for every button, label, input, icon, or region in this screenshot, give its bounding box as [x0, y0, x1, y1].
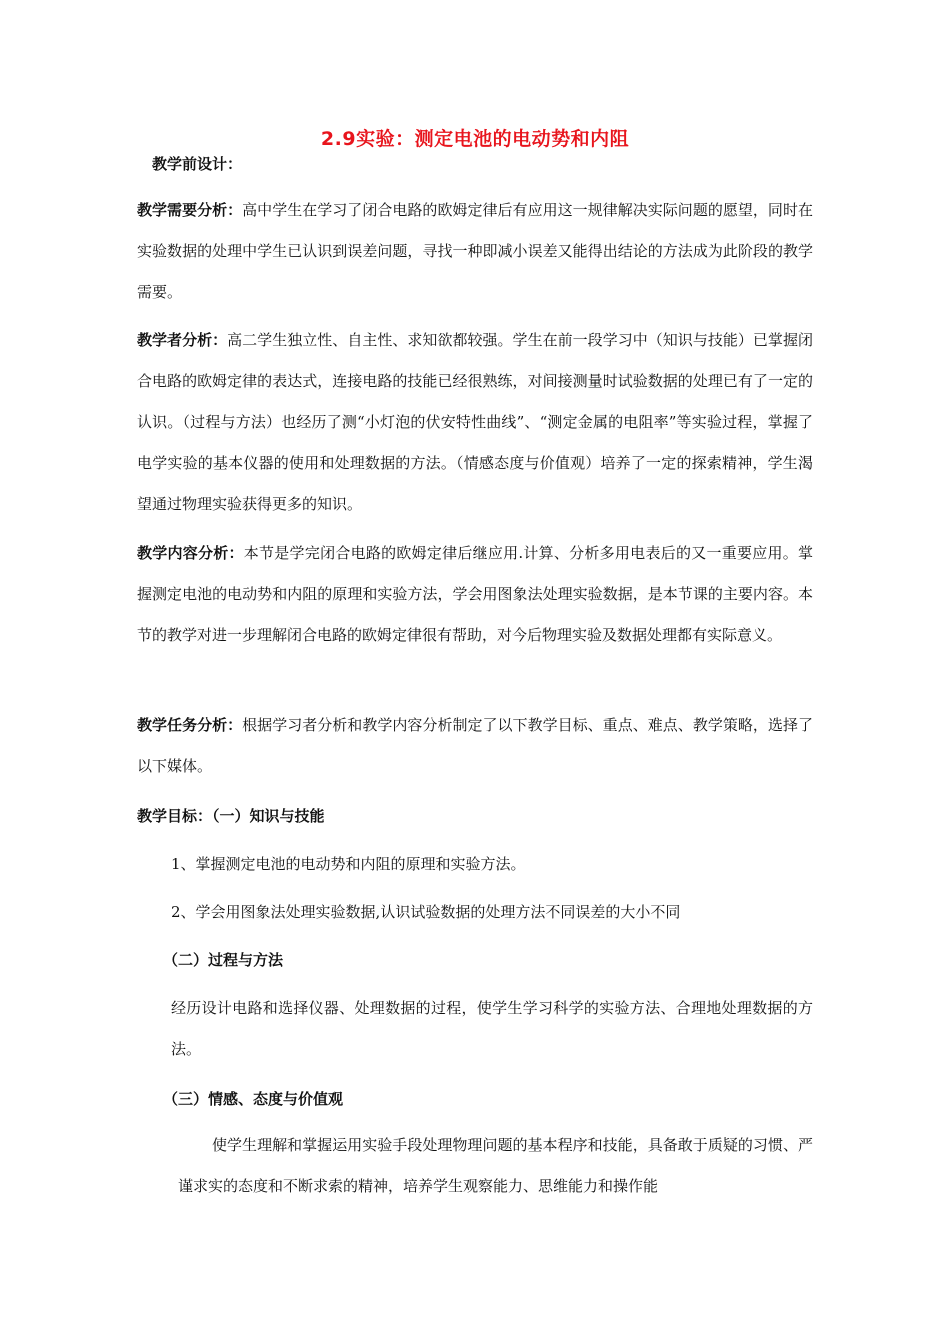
- learner-analysis-text: 高二学生独立性、自主性、求知欲都较强。学生在前一段学习中（知识与技能）已掌握闭合电路的欧姆定律的表达式，连接电路的技能已经很熟练，对间接测量时试验数据的处理已有了一定的认识。（过程与方法）也经历了测“小灯泡的伏安特性曲线”、“测定金属的电阻率”等实验过程，掌握了电学实验的基本仪器的使用和处理数据的方法。（情感态度与价值观）培养了一定的探索精神，学生渴望通过物理实验获得更多的知识。: [137, 331, 813, 513]
- needs-analysis-text: 高中学生在学习了闭合电路的欧姆定律后有应用这一规律解决实际问题的愿望，同时在实验数据的处理中学生已认识到误差问题，寻找一种即减小误差又能得出结论的方法成为此阶段的教学需要。: [137, 201, 813, 301]
- learner-analysis-paragraph: [137, 320, 813, 525]
- content-analysis-label: 教学内容分析：: [137, 544, 244, 562]
- content-analysis-paragraph: [137, 533, 813, 656]
- needs-analysis-paragraph: [137, 190, 813, 313]
- learner-analysis-label: 教学者分析：: [137, 331, 228, 349]
- task-analysis-label: 教学任务分析：: [137, 716, 243, 734]
- task-analysis-paragraph: [137, 705, 813, 787]
- process-methods-title: （二）过程与方法: [163, 951, 284, 969]
- objectives-heading: [137, 806, 325, 826]
- document-title: 2.9实验：测定电池的电动势和内阻: [320, 128, 630, 150]
- content-analysis-text: 本节是学完闭合电路的欧姆定律后继应用.计算、分析多用电表后的又一重要应用。掌握测定电池的电动势和内阻的原理和实验方法，学会用图象法处理实验数据，是本节课的主要内容。本节的教学对进一步理解闭合电路的欧姆定律很有帮助，对今后物理实验及数据处理都有实际意义。: [137, 544, 813, 644]
- objective-item-1: 1、掌握测定电池的电动势和内阻的原理和实验方法。: [171, 855, 526, 873]
- values-title: （三）情感、态度与价值观: [163, 1090, 344, 1108]
- knowledge-skills-title: （一）知识与技能: [212, 807, 325, 825]
- pre-design-heading: 教学前设计：: [152, 155, 243, 173]
- task-analysis-text: 根据学习者分析和教学内容分析制定了以下教学目标、重点、难点、教学策略，选择了以下媒体。: [137, 716, 813, 775]
- objective-item-2: 2、学会用图象法处理实验数据,认识试验数据的处理方法不同误差的大小不同: [171, 903, 681, 921]
- process-methods-text: 经历设计电路和选择仪器、处理数据的过程，使学生学习科学的实验方法、合理地处理数据的方法。: [171, 999, 813, 1058]
- needs-analysis-label: 教学需要分析：: [137, 201, 243, 219]
- objectives-label: 教学目标：: [137, 807, 213, 825]
- values-text: 使学生理解和掌握运用实验手段处理物理问题的基本程序和技能，具备敢于质疑的习惯、严谨求实的态度和不断求索的精神，培养学生观察能力、思维能力和操作能: [178, 1136, 813, 1195]
